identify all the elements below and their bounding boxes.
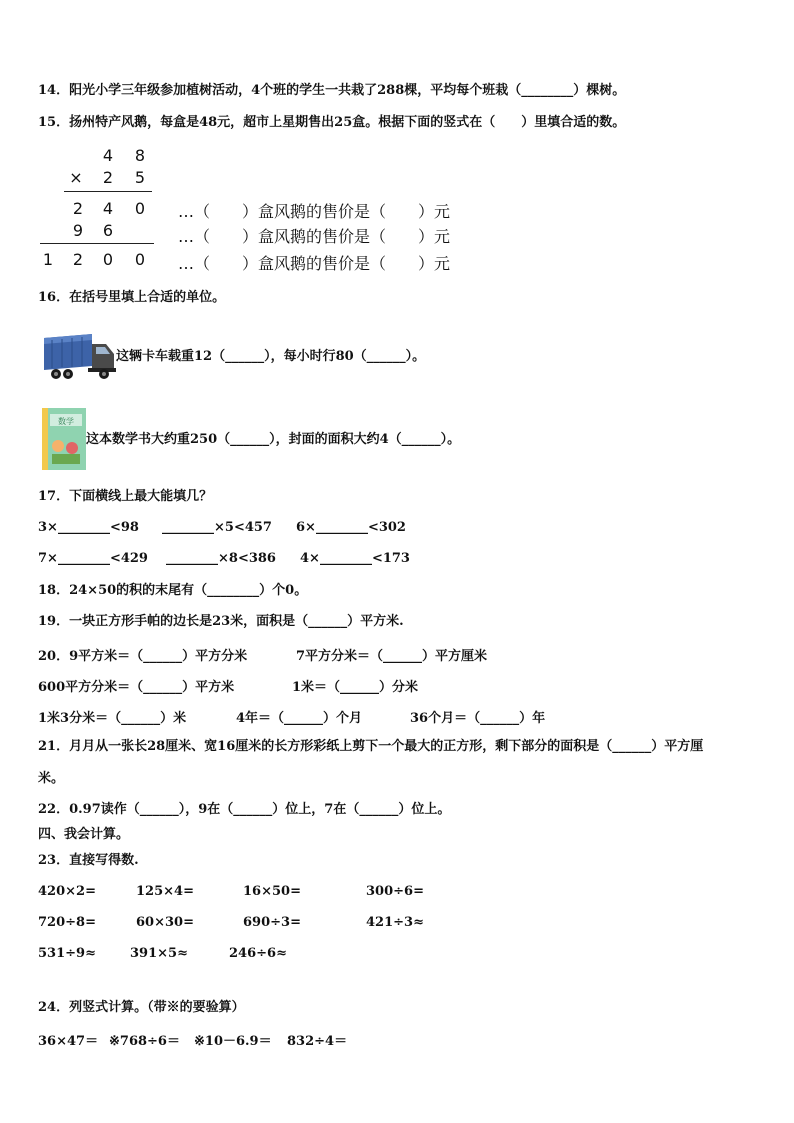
calc-item: 300÷6= — [366, 884, 424, 899]
calc-item: 690÷3= — [243, 915, 301, 930]
q20-item: 600平方分米＝（______）平方米 — [38, 680, 235, 695]
digit: 6 — [102, 221, 114, 240]
digit: 0 — [134, 199, 146, 218]
vertical-description-2: …（ ）盒风鹅的售价是（ ）元 — [178, 227, 451, 246]
calc-item: ※768÷6＝ — [109, 1034, 180, 1049]
calc-item: 60×30= — [136, 915, 194, 930]
vertical-rule-1 — [64, 191, 152, 192]
calc-item: 391×5≈ — [130, 946, 188, 961]
digit: 0 — [134, 250, 146, 269]
q20-item: 7平方分米＝（______）平方厘米 — [296, 649, 488, 664]
q17-item: 7×________<429 — [38, 551, 148, 566]
calc-item: ※10－6.9＝ — [194, 1034, 272, 1049]
vertical-description-3: …（ ）盒风鹅的售价是（ ）元 — [178, 254, 451, 273]
q20-item: 4年＝（______）个月 — [236, 711, 363, 726]
section-heading: 四、我会计算。 — [38, 827, 130, 842]
q20-item: 1米＝（______）分米 — [292, 680, 419, 695]
digit: 2 — [102, 168, 114, 187]
truck-image — [42, 332, 116, 380]
times-sign: × — [69, 168, 83, 187]
math-book-image — [42, 408, 86, 470]
q20-item: 36个月＝（______）年 — [410, 711, 546, 726]
digit: 8 — [134, 146, 146, 165]
question-14: 14．阳光小学三年级参加植树活动，4个班的学生一共栽了288棵，平均每个班栽（________）棵树。 — [38, 83, 626, 98]
digit: 4 — [102, 146, 114, 165]
calc-item: 420×2= — [38, 884, 96, 899]
question-24: 24．列竖式计算。（带※的要验算） — [38, 1000, 245, 1015]
calc-item: 125×4= — [136, 884, 194, 899]
q20-item: 20．9平方米＝（______）平方分米 — [38, 649, 248, 664]
q17-item: 6×________<302 — [296, 520, 406, 535]
calc-item: 531÷9≈ — [38, 946, 96, 961]
question-21: 21．月月从一张长28厘米、宽16厘米的长方形彩纸上剪下一个最大的正方形，剩下部分的面积是（______）平方厘 — [38, 739, 704, 754]
calc-item: 832÷4＝ — [287, 1034, 348, 1049]
question-22: 22．0.97读作（______），9在（______）位上，7在（______）位上。 — [38, 802, 451, 817]
question-15: 15．扬州特产风鹅，每盒是48元，超市上星期售出25盒。根据下面的竖式在（ ）里填合适的数。 — [38, 115, 626, 130]
calc-item: 16×50= — [243, 884, 301, 899]
calc-item: 720÷8= — [38, 915, 96, 930]
question-18: 18．24×50的积的末尾有（________）个0。 — [38, 583, 308, 598]
calc-item: 36×47＝ — [38, 1034, 99, 1049]
calc-item: 246÷6≈ — [229, 946, 287, 961]
question-21-continued: 米。 — [38, 771, 65, 786]
digit: 1 — [42, 250, 54, 269]
question-16a: 这辆卡车载重12（______），每小时行80（______）。 — [116, 349, 426, 364]
question-16b: 这本数学书大约重250（______），封面的面积大约4（______）。 — [86, 432, 461, 447]
calc-item: 421÷3≈ — [366, 915, 424, 930]
q17-item: 4×________<173 — [300, 551, 410, 566]
digit: 9 — [72, 221, 84, 240]
q17-item: ________×8<386 — [166, 551, 276, 566]
question-23: 23．直接写得数. — [38, 853, 139, 868]
book-cover-title: 数学 — [58, 417, 74, 426]
q17-item: ________×5<457 — [162, 520, 272, 535]
q20-item: 1米3分米＝（______）米 — [38, 711, 187, 726]
q17-item: 3×________<98 — [38, 520, 139, 535]
question-19: 19．一块正方形手帕的边长是23米，面积是（______）平方米. — [38, 614, 404, 629]
question-16: 16．在括号里填上合适的单位。 — [38, 290, 226, 305]
digit: 5 — [134, 168, 146, 187]
digit: 0 — [102, 250, 114, 269]
vertical-rule-2 — [40, 243, 154, 244]
digit: 2 — [72, 199, 84, 218]
digit: 2 — [72, 250, 84, 269]
digit: 4 — [102, 199, 114, 218]
question-17: 17．下面横线上最大能填几？ — [38, 489, 213, 504]
vertical-description-1: …（ ）盒风鹅的售价是（ ）元 — [178, 202, 451, 221]
